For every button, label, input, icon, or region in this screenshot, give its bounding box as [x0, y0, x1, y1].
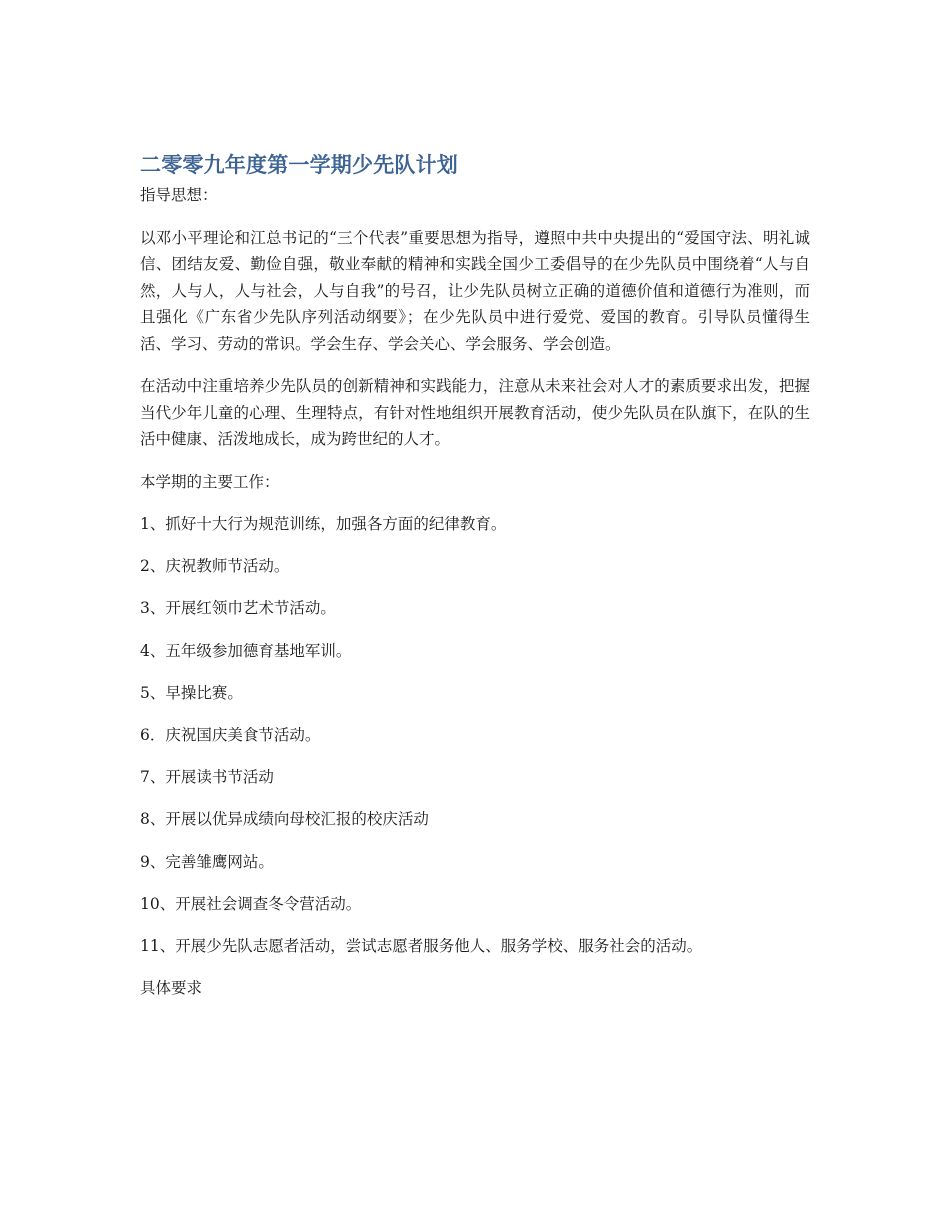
document-title: 二零零九年度第一学期少先队计划 — [140, 153, 458, 177]
list-item: 9、完善雏鹰网站。 — [140, 852, 274, 871]
list-item: 1、抓好十大行为规范训练，加强各方面的纪律教育。 — [140, 515, 507, 533]
list-item: 3、开展红领巾艺术节活动。 — [140, 599, 336, 618]
list-item: 11、开展少先队志愿者活动，尝试志愿者服务他人、服务学校、服务社会的活动。 — [140, 936, 703, 955]
document-page — [140, 150, 810, 1002]
requirements-label: 具体要求 — [140, 979, 203, 998]
list-item: 8、开展以优异成绩向母校汇报的校庆活动 — [140, 810, 429, 829]
list-item: 2、庆祝教师节活动。 — [140, 557, 290, 576]
list-item: 5、早操比赛。 — [140, 683, 243, 702]
list-item: 6．庆祝国庆美食节活动。 — [140, 725, 321, 744]
list-item: 4、五年级参加德育基地军训。 — [140, 641, 352, 660]
work-item-list — [140, 511, 810, 959]
list-item: 10、开展社会调查冬令营活动。 — [140, 894, 362, 913]
paragraph-guiding: 以邓小平理论和江总书记的“三个代表”重要思想为指导，遵照中共中央提出的“爱国守法、明礼诚信、团结友爱、勤俭自强，敬业奉献的精神和实践全国少工委倡导的在少先队员中围绕着“人与自然，人与人，人与社会，人与自我”的号召，让少先队员树立正确的道德价值和道德行为准则，而且强化《广东省少先队序列活动纲要》；在少先队员中进行爱党、爱国的教育。引导队员懂得生活、学习、劳动的常识。学会生存、学会关心、学会服务、学会创造。 — [140, 228, 810, 353]
paragraph-activities: 在活动中注重培养少先队员的创新精神和实践能力，注意从未来社会对人才的素质要求出发，把握当代少年儿童的心理、生理特点，有针对性地组织开展教育活动，使少先队员在队旗下，在队的生活中健康、活泼地成长，成为跨世纪的人才。 — [140, 377, 810, 448]
guiding-thought-label: 指导思想： — [140, 186, 218, 204]
list-item: 7、开展读书节活动 — [140, 768, 274, 787]
main-work-label: 本学期的主要工作： — [140, 472, 280, 491]
